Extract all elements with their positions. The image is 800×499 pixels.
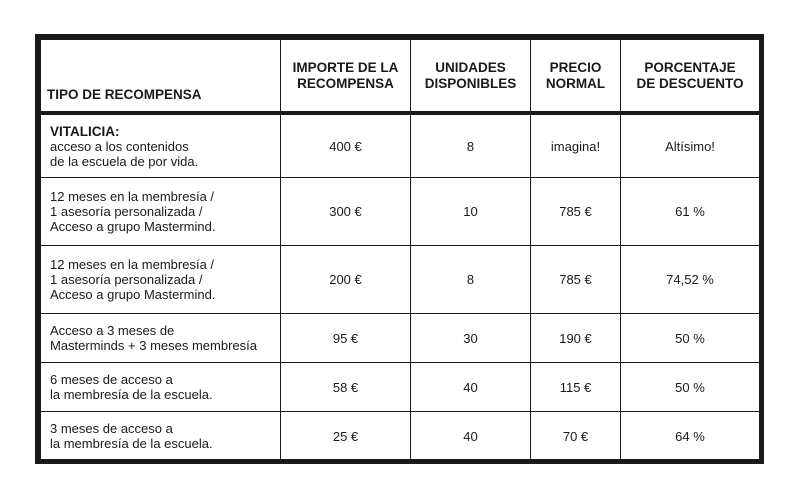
reward-unidades: 10 — [411, 178, 531, 246]
table-row — [41, 412, 760, 461]
reward-descuento: 50 % — [621, 314, 760, 363]
reward-description: 12 meses en la membresía / 1 asesoría personalizada / Acceso a grupo Mastermind. — [41, 178, 281, 246]
reward-descuento: 74,52 % — [621, 246, 760, 314]
header-unidades: UNIDADES DISPONIBLES — [411, 40, 531, 114]
reward-descuento: 64 % — [621, 412, 760, 461]
reward-description: 6 meses de acceso a la membresía de la escuela. — [41, 363, 281, 412]
header-porcentaje: PORCENTAJE DE DESCUENTO — [621, 40, 760, 114]
table-row — [41, 246, 760, 314]
reward-description: 12 meses en la membresía / 1 asesoría personalizada / Acceso a grupo Mastermind. — [41, 246, 281, 314]
rewards-table-frame — [35, 34, 764, 464]
table-row — [41, 178, 760, 246]
reward-precio: 115 € — [531, 363, 621, 412]
reward-descuento: Altísimo! — [621, 113, 760, 178]
reward-importe: 95 € — [281, 314, 411, 363]
reward-descuento: 61 % — [621, 178, 760, 246]
reward-importe: 300 € — [281, 178, 411, 246]
reward-descuento: 50 % — [621, 363, 760, 412]
reward-importe: 58 € — [281, 363, 411, 412]
reward-description: Acceso a 3 meses de Masterminds + 3 meses membresía — [41, 314, 281, 363]
header-tipo: TIPO DE RECOMPENSA — [41, 40, 281, 114]
table-row — [41, 363, 760, 412]
table-row — [41, 314, 760, 363]
reward-unidades: 40 — [411, 412, 531, 461]
reward-unidades: 8 — [411, 246, 531, 314]
reward-unidades: 40 — [411, 363, 531, 412]
reward-description: 3 meses de acceso a la membresía de la escuela. — [41, 412, 281, 461]
reward-precio: 190 € — [531, 314, 621, 363]
rewards-table — [40, 39, 760, 461]
reward-precio: 785 € — [531, 246, 621, 314]
table-header-row — [41, 40, 760, 114]
table-row — [41, 113, 760, 178]
header-precio: PRECIO NORMAL — [531, 40, 621, 114]
reward-description: VITALICIA: acceso a los contenidos de la escuela de por vida. — [41, 113, 281, 178]
reward-unidades: 8 — [411, 113, 531, 178]
reward-precio: 785 € — [531, 178, 621, 246]
reward-unidades: 30 — [411, 314, 531, 363]
header-importe: IMPORTE DE LA RECOMPENSA — [281, 40, 411, 114]
reward-precio: 70 € — [531, 412, 621, 461]
reward-importe: 400 € — [281, 113, 411, 178]
reward-precio: imagina! — [531, 113, 621, 178]
reward-importe: 25 € — [281, 412, 411, 461]
reward-importe: 200 € — [281, 246, 411, 314]
